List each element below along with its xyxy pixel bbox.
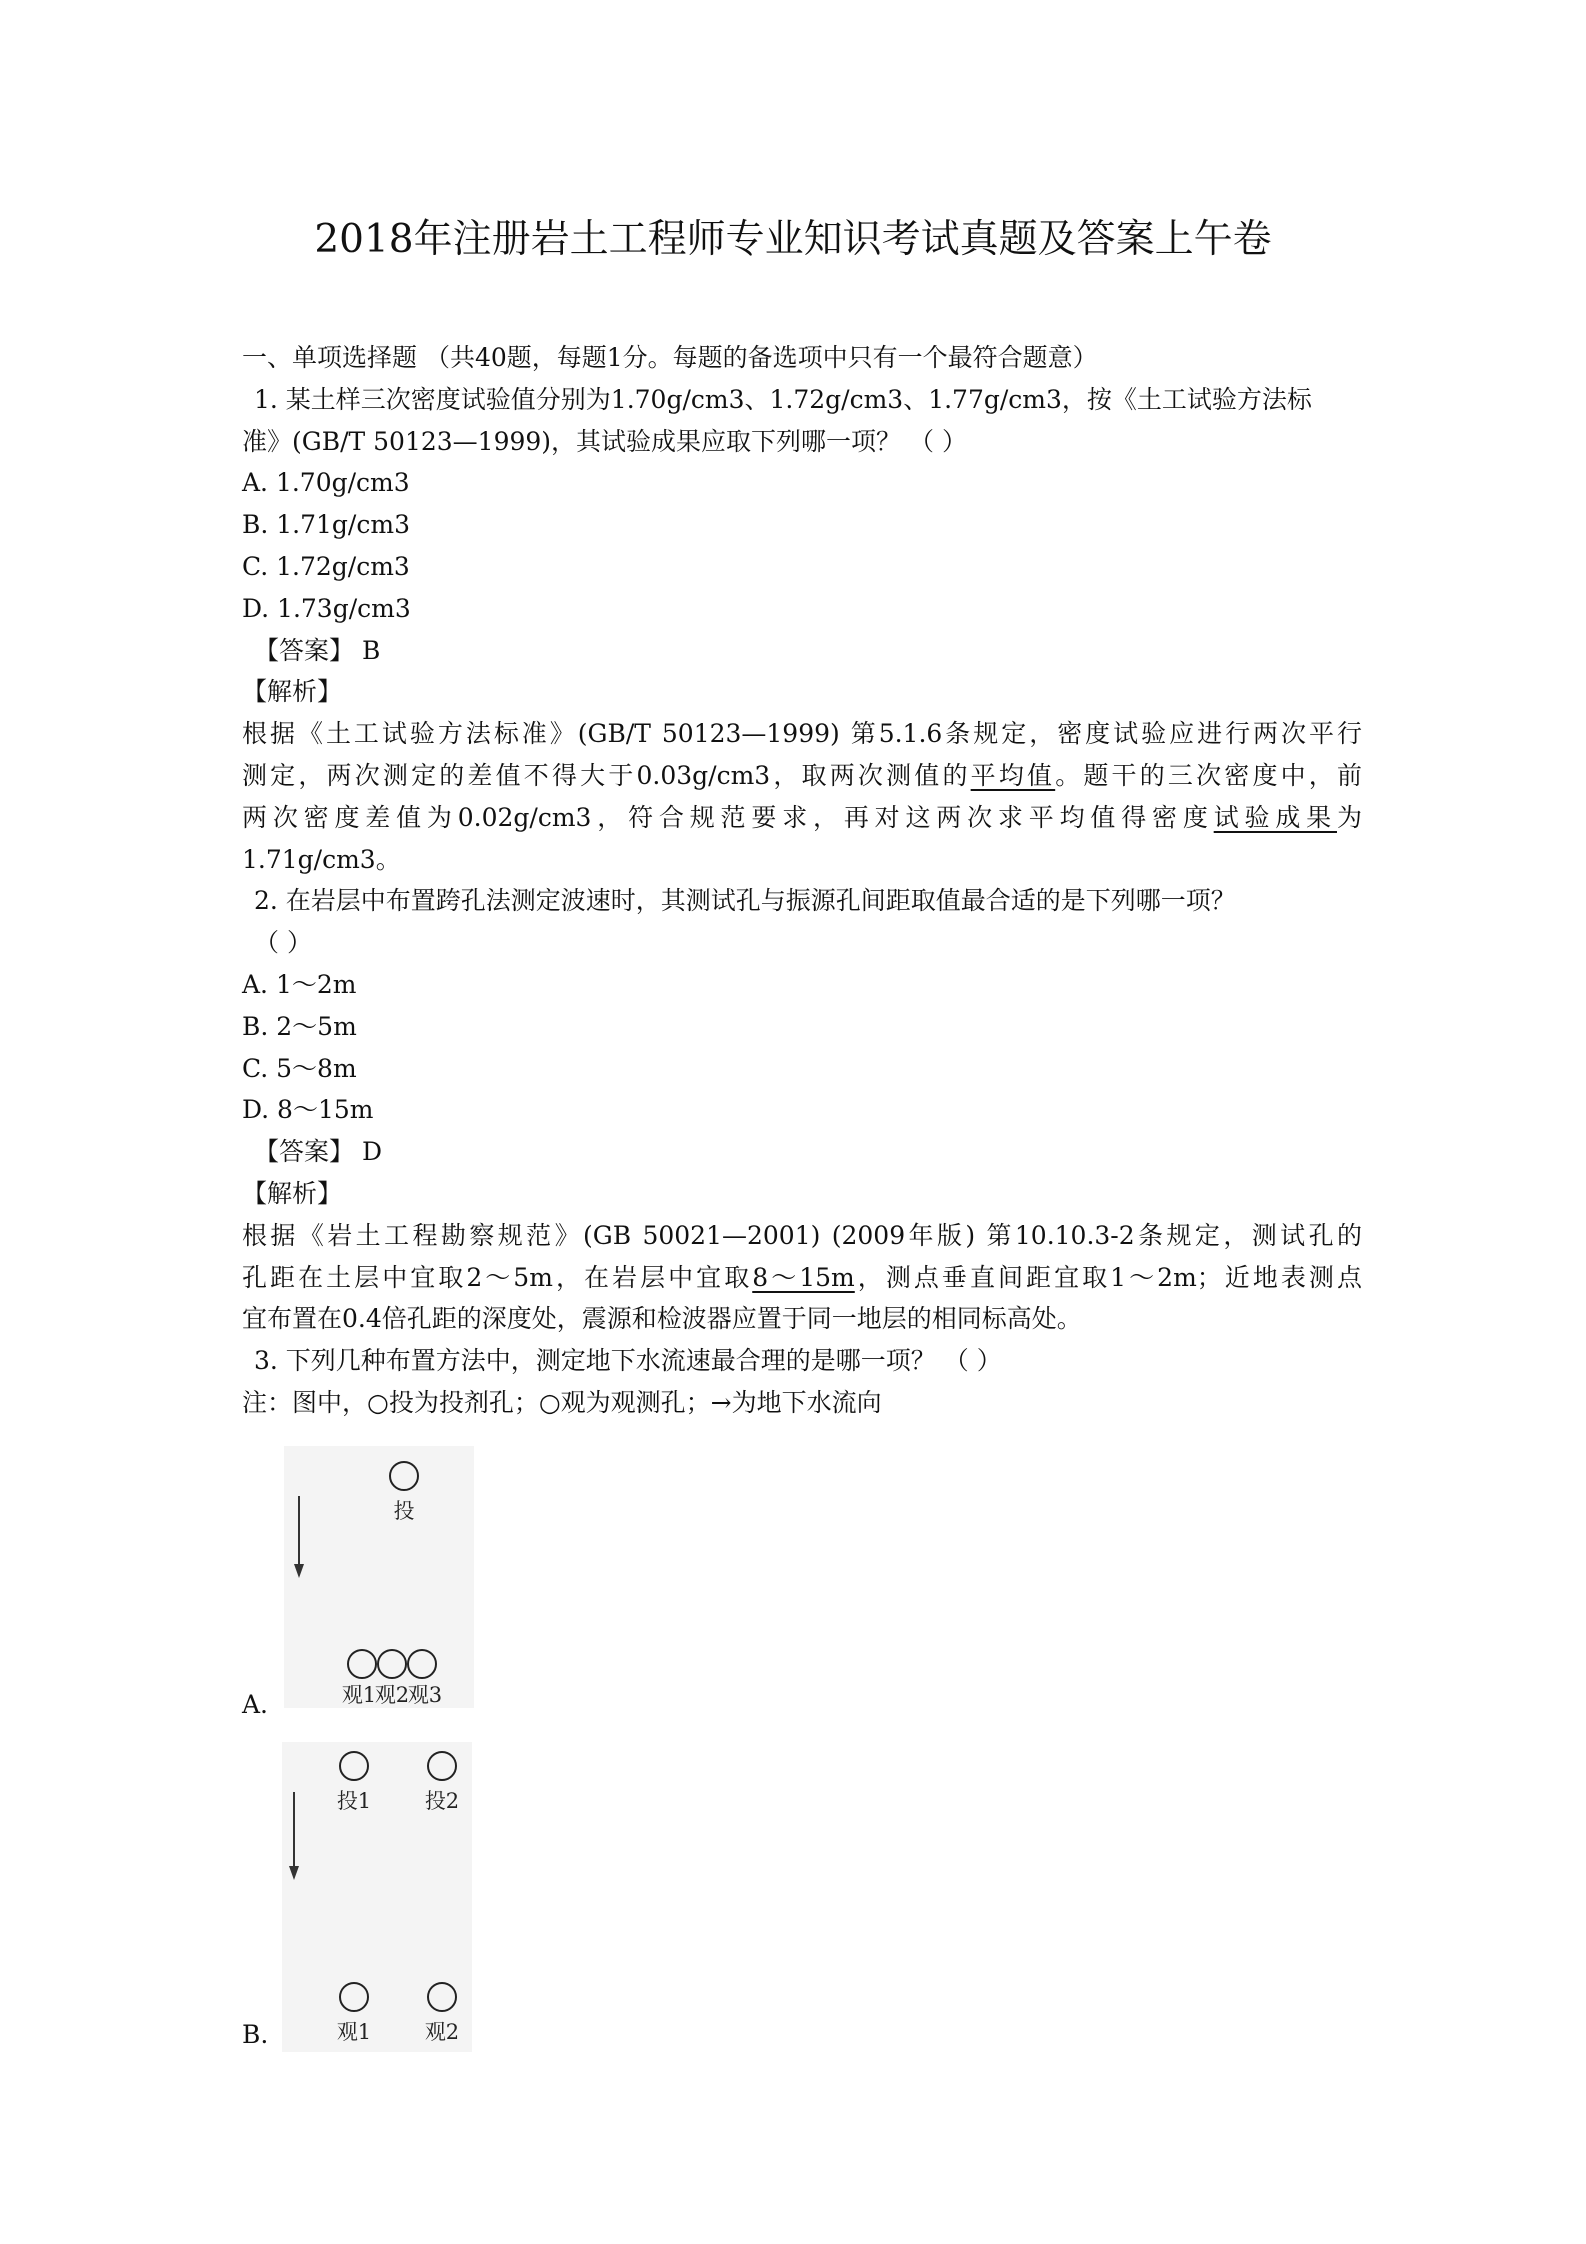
observation-hole-3-circle — [408, 1650, 436, 1678]
section-header: 一、单项选择题 （共40题，每题1分。每题的备选项中只有一个最符合题意） — [242, 343, 1098, 372]
q2-option-d: D. 8～15m — [242, 1095, 374, 1125]
q1-option-a: A. 1.70g/cm3 — [242, 468, 410, 498]
q2-option-a: A. 1～2m — [242, 969, 357, 999]
injection-hole-1-label: 投1 — [336, 1788, 372, 1813]
q1-analysis-label: 【解析】 — [242, 677, 343, 707]
observation-hole-3-label: 观3 — [407, 1682, 443, 1707]
q1-analysis-3a: 两次密度差值为0.02g/cm3，符合规范要求，再对这两次求平均值得密度 — [242, 802, 1214, 832]
document-title: 2018年注册岩土工程师专业知识考试真题及答案上午卷 — [314, 217, 1272, 262]
q2-option-b: B. 2～5m — [242, 1011, 357, 1041]
q1-analysis-3b: 为 — [1336, 802, 1362, 832]
q3-figure-a-row — [242, 1424, 1362, 1724]
q1-analysis-line-1: 根据《土工试验方法标准》(GB/T 50123—1999) 第5.1.6条规定，密度试验应进行两次平行 — [242, 719, 1362, 749]
observation-hole-1-circle — [340, 1983, 368, 2011]
observation-hole-1-label: 观1 — [336, 2019, 372, 2044]
q2-answer: 【答案】 D — [254, 1137, 382, 1167]
q2-analysis-line-1: 根据《岩土工程勘察规范》(GB 50021—2001) (2009年版) 第10.10.3-2条规定，测试孔的 — [242, 1220, 1362, 1250]
q3-figure-a — [284, 1446, 474, 1708]
injection-hole-label: 投 — [393, 1498, 415, 1523]
q3-figure-b — [282, 1742, 472, 2052]
observation-hole-1-label: 观1 — [341, 1682, 377, 1707]
observation-hole-2-label: 观2 — [374, 1682, 410, 1707]
q2-analysis-line-3: 宜布置在0.4倍孔距的深度处，震源和检波器应置于同一地层的相同标高处。 — [242, 1304, 1082, 1334]
q3-stem: 3. 下列几种布置方法中，测定地下水流速最合理的是哪一项？ （ ） — [254, 1346, 1002, 1376]
document-body — [242, 337, 1362, 2054]
q1-stem-line-1: 1. 某土样三次密度试验值分别为1.70g/cm3、1.72g/cm3、1.77g/cm3，按《土工试验方法标 — [254, 384, 1312, 414]
q1-analysis-2a: 测定，两次测定的差值不得大于0.03g/cm3，取两次测值的 — [242, 760, 971, 790]
q3-figure-a-label: A. — [242, 1689, 269, 1719]
injection-hole-2-label: 投2 — [424, 1788, 460, 1813]
q3-figure-b-row — [242, 1724, 1362, 2054]
q1-answer: 【答案】 B — [254, 635, 381, 665]
q1-option-d: D. 1.73g/cm3 — [242, 593, 411, 623]
q1-analysis-line-2 — [242, 755, 1362, 797]
q2-analysis-2a: 孔距在土层中宜取2～5m，在岩层中宜取 — [242, 1262, 753, 1292]
injection-hole-circle — [390, 1462, 418, 1490]
observation-hole-2-circle — [378, 1650, 406, 1678]
q1-analysis-underline-average: 平均值 — [970, 760, 1056, 790]
q2-analysis-line-2 — [242, 1257, 1362, 1299]
q3-note: 注：图中，○投为投剂孔；○观为观测孔；→为地下水流向 — [242, 1387, 882, 1417]
flow-direction-arrowhead — [289, 1866, 299, 1880]
observation-hole-2-label: 观2 — [424, 2019, 460, 2044]
injection-hole-1-circle — [340, 1752, 368, 1780]
observation-hole-1-circle — [348, 1650, 376, 1678]
q1-option-b: B. 1.71g/cm3 — [242, 510, 410, 540]
q1-analysis-2b: 。题干的三次密度中，前 — [1055, 760, 1362, 790]
q2-analysis-underline-spacing: 8～15m — [752, 1262, 855, 1292]
q1-stem-line-2: 准》(GB/T 50123—1999)，其试验成果应取下列哪一项？ （ ） — [242, 426, 967, 456]
q1-option-c: C. 1.72g/cm3 — [242, 551, 410, 581]
q1-analysis-line-3 — [242, 797, 1362, 839]
q2-analysis-label: 【解析】 — [242, 1178, 343, 1208]
q2-stem-line-2: （ ） — [254, 928, 312, 958]
q1-analysis-line-4: 1.71g/cm3。 — [242, 844, 401, 874]
q2-analysis-2b: ，测点垂直间距宜取1～2m；近地表测点 — [854, 1262, 1362, 1292]
q1-analysis-underline-result: 试验成果 — [1213, 802, 1337, 832]
observation-hole-2-circle — [428, 1983, 456, 2011]
q3-figure-b-label: B. — [242, 2019, 269, 2049]
flow-direction-arrowhead — [294, 1564, 304, 1578]
q2-stem-line-1: 2. 在岩层中布置跨孔法测定波速时，其测试孔与振源孔间距取值最合适的是下列哪一项？ — [254, 886, 1236, 916]
q2-option-c: C. 5～8m — [242, 1053, 357, 1083]
injection-hole-2-circle — [428, 1752, 456, 1780]
